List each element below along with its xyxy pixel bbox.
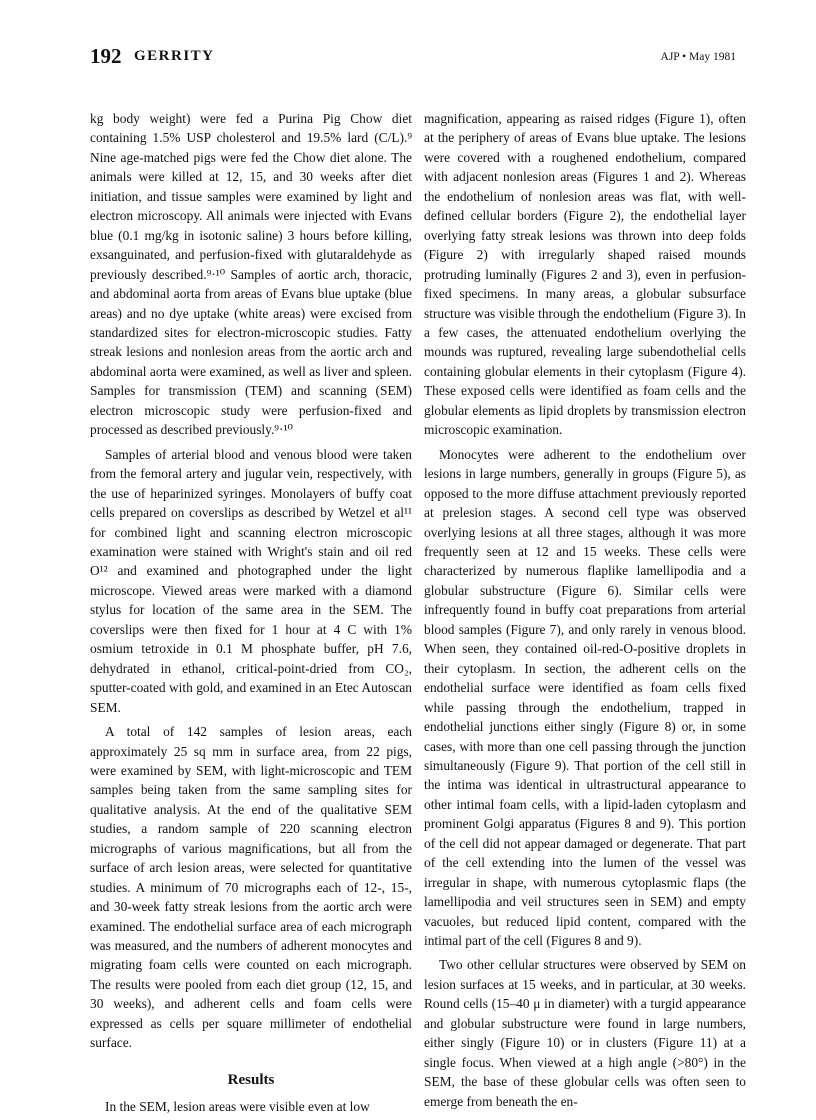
results-heading: Results [227, 1071, 275, 1088]
methods-paragraph-blood: Samples of arterial blood and venous blood were taken from the femoral artery and jugular vein, respectively, with the use of heparinized syringes. Monolayers of buffy coat cells prepared on coverslips as described by Wetzel et al¹¹ for combined light and scanning electron microscopic examination were stained with Wright's stain and oil red O¹² and examined and photographed under the light microscope. Viewed areas were marked with a diamond stylus for location of the same area in the SEM. The coverslips were then fixed for 1 hour at 4 C with 1% osmium tetroxide in 0.1 M phosphate buffer, pH 7.6, dehydrated in ethanol, critical-point-dried from CO₂, sputter-coated with gold, and examined in an Etec Autoscan SEM. [90, 446, 412, 715]
journal-citation: AJP • May 1981 [660, 51, 736, 63]
results-paragraph-round-cells: Two other cellular structures were observed by SEM on lesion surfaces at 15 weeks, and in particular, at 30 weeks. Round cells (15–40 μ in diameter) with a turgid appearance and globular substructure were found in large numbers, either singly (Figure 10) or in clusters (Figure 11) at a single focus. When viewed at a high angle (>80°) in the SEM, the base of these globular cells was often seen to emerge from beneath the en- [424, 957, 746, 1109]
page-number: 192 [90, 44, 122, 68]
left-column [90, 109, 412, 1116]
running-header [90, 44, 736, 74]
methods-paragraph-quantitative: A total of 142 samples of lesion areas, each approximately 25 sq mm in surface area, from 22 pigs, were examined by SEM, with light-microscopic and TEM samples being taken from the same sampling sites for qualitative analysis. At the end of the qualitative SEM studies, a random sample of 220 scanning electron micrographs of various magnifications, but all from the surface of arch lesion areas, were selected for quantitative studies. A minimum of 70 micrographs each of 12-, 15-, and 30-week fatty streak lesions from the aortic arch were examined. The endothelial surface area of each micrograph was measured, and the numbers of adherent monocytes and migrating foam cells were counted on each micrograph. The results were pooled from each diet group (12, 15, and 30 weeks), and adherent cells and foam cells were expressed as cells per square millimeter of endothelial surface. [90, 724, 412, 1051]
right-column [424, 109, 746, 1111]
results-paragraph-start: In the SEM, lesion areas were visible even at low [105, 1098, 370, 1114]
results-paragraph-monocytes: Monocytes were adherent to the endothelium over lesions in large numbers, generally in groups (Figure 5), as opposed to the more diffuse attachment previously reported at prelesion stages. A second cell type was observed overlying lesions at all three stages, although it was more frequently seen at 12 and 15 weeks. These cells were characterized by numerous flaplike lamellipodia and a globular substructure (Figure 6). Similar cells were infrequently found in buffy coat preparations from arterial blood samples (Figure 7), and only rarely in venous blood. When seen, they contained oil-red-O-positive droplets in their cytoplasm. In section, the adherent cells on the endothelial surface were identified as foam cells fixed while passing through the endothelium, trapped in endothelial junctions either singly (Figure 8) or, in some cases, with more than one cell passing through the junction simultaneously (Figure 9). That portion of the cell still in the intima was identical in ultrastructural appearance to other intimal foam cells, with a lipid-laden cytoplasm and prominent Golgi apparatus (Figures 8 and 9). This portion of the cell did not appear damaged or degenerate. That part of the cell extending into the lumen of the vessel was irregular in shape, with numerous cytoplasmic flaps (the lamellipodia and veil structures seen in SEM) and empty vacuoles, but reduced lipid content, compared with the intimal part of the cell (Figures 8 and 9). [424, 446, 746, 949]
methods-paragraph-diet: kg body weight) were fed a Purina Pig Chow diet containing 1.5% USP cholesterol and 19.5% lard (C/L).⁹ Nine age-matched pigs were fed the Chow diet alone. The animals were killed at 12, 15, and 30 weeks after diet initiation, and tissue samples were examined by light and electron microscopy. All animals were injected with Evans blue (0.1 mg/kg in isotonic saline) 3 hours before killing, exsanguinated, and perfusion-fixed with glutaraldehyde as previously described.⁹·¹⁰ Samples of aortic arch, thoracic, and abdominal aorta from areas of Evans blue uptake (blue areas) and no dye uptake (white areas) were excised from standardized sites for electron-microscopic studies. Fatty streak lesions and nonlesion areas from the aortic arch and abdominal aorta were examined, as well as liver and spleen. Samples for transmission (TEM) and scanning (SEM) electron microscopic study were perfusion-fixed and processed as described previously.⁹·¹⁰ [90, 111, 412, 438]
results-paragraph-lesions: magnification, appearing as raised ridges (Figure 1), often at the periphery of areas of Evans blue uptake. The lesions were covered with a roughened endothelium, compared with adjacent nonlesion areas (Figures 1 and 2). Whereas the endothelium of nonlesion areas was flat, with well-defined cellular borders (Figure 2), the endothelial layer overlying fatty streak lesions was thrown into deep folds (Figure 2) with irregularly shaped raised mounds protruding luminally (Figures 2 and 3), even in perfusion-fixed specimens. In many areas, a globular subsurface structure was visible through the endothelium (Figure 3). In a few cases, the attenuated endothelium overlying the mounds was ruptured, revealing large subendothelial cells containing globular elements in their cytoplasm (Figure 4). These exposed cells were identified as foam cells and the globular elements as lipid droplets by transmission electron microscopic examination. [424, 111, 746, 438]
running-author: GERRITY [134, 48, 215, 64]
